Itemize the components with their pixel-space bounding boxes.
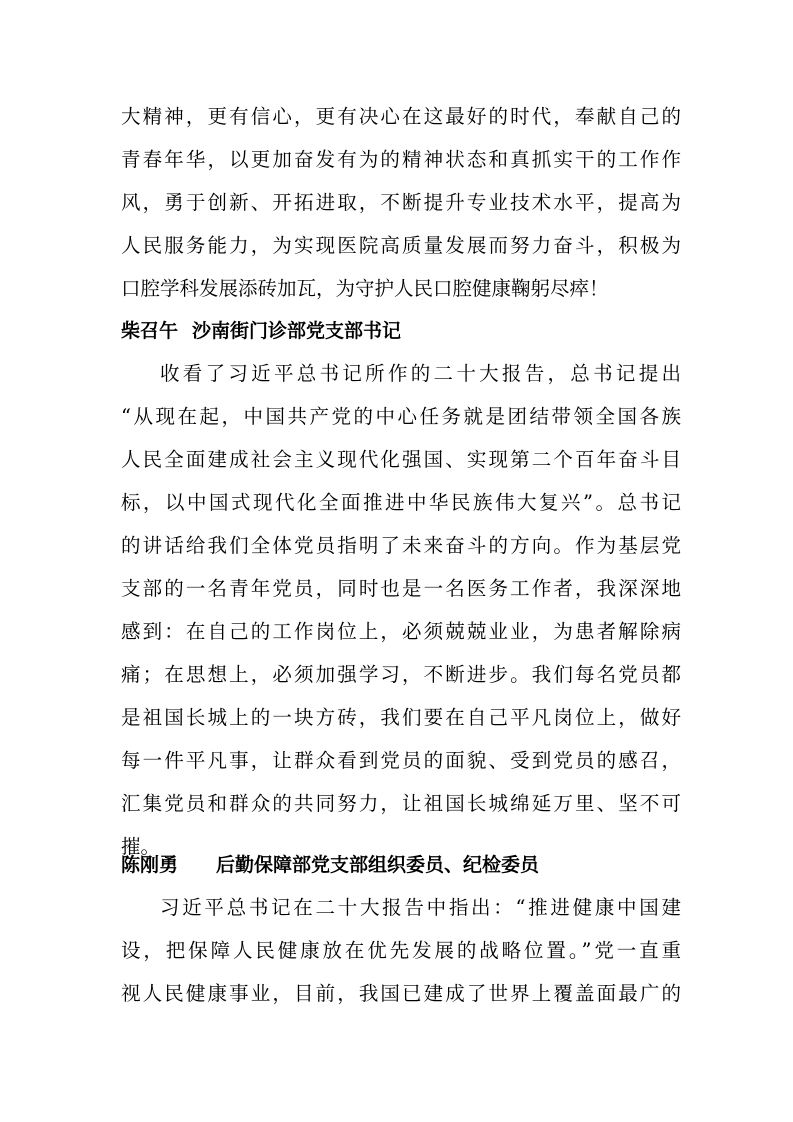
speaker-role: 后勤保障部党支部组织委员、纪检委员 xyxy=(216,854,540,876)
paragraph-line: 每一件平凡事，让群众看到党员的面貌、受到党员的感召， xyxy=(121,749,681,772)
paragraph-line: 大精神，更有信心，更有决心在这最好的时代，奉献自己的 xyxy=(121,105,681,128)
speaker-name: 柴召午 xyxy=(121,320,179,342)
speaker-role: 沙南街门诊部党支部书记 xyxy=(192,320,402,342)
paragraph-line: 是祖国长城上的一块方砖，我们要在自己平凡岗位上，做好 xyxy=(121,706,681,729)
paragraph-line: 的讲话给我们全体党员指明了未来奋斗的方向。作为基层党 xyxy=(121,534,681,557)
speaker-heading xyxy=(121,850,539,880)
paragraph-line: 青春年华，以更加奋发有为的精神状态和真抓实干的工作作 xyxy=(121,148,681,171)
paragraph-line: 口腔学科发展添砖加瓦，为守护人民口腔健康鞠躬尽瘁！ xyxy=(121,277,609,300)
paragraph-line: “从现在起，中国共产党的中心任务就是团结带领全国各族 xyxy=(121,405,681,428)
paragraph-line: 摧。 xyxy=(121,835,161,858)
paragraph-line: 痛；在思想上，必须加强学习，不断进步。我们每名党员都 xyxy=(121,663,681,686)
paragraph-line: 习近平总书记在二十大报告中指出：“推进健康中国建 xyxy=(160,896,681,919)
paragraph-line: 收看了习近平总书记所作的二十大报告，总书记提出 xyxy=(160,362,681,385)
paragraph-line: 人民服务能力，为实现医院高质量发展而努力奋斗，积极为 xyxy=(121,234,681,257)
paragraph-line: 汇集党员和群众的共同努力，让祖国长城绵延万里、坚不可 xyxy=(121,792,681,815)
speaker-heading xyxy=(121,316,401,346)
paragraph-line: 支部的一名青年党员，同时也是一名医务工作者，我深深地 xyxy=(121,577,681,600)
paragraph-line: 风，勇于创新、开拓进取，不断提升专业技术水平，提高为 xyxy=(121,191,681,214)
speaker-name: 陈刚勇 xyxy=(121,854,179,876)
paragraph-line: 标，以中国式现代化全面推进中华民族伟大复兴”。总书记 xyxy=(121,491,681,514)
paragraph-line: 设，把保障人民健康放在优先发展的战略位置。”党一直重 xyxy=(121,939,681,962)
paragraph-line: 感到：在自己的工作岗位上，必须兢兢业业，为患者解除病 xyxy=(121,620,681,643)
paragraph-line: 人民全面建成社会主义现代化强国、实现第二个百年奋斗目 xyxy=(121,448,681,471)
paragraph-line: 视人民健康事业，目前，我国已建成了世界上覆盖面最广的 xyxy=(121,982,681,1005)
